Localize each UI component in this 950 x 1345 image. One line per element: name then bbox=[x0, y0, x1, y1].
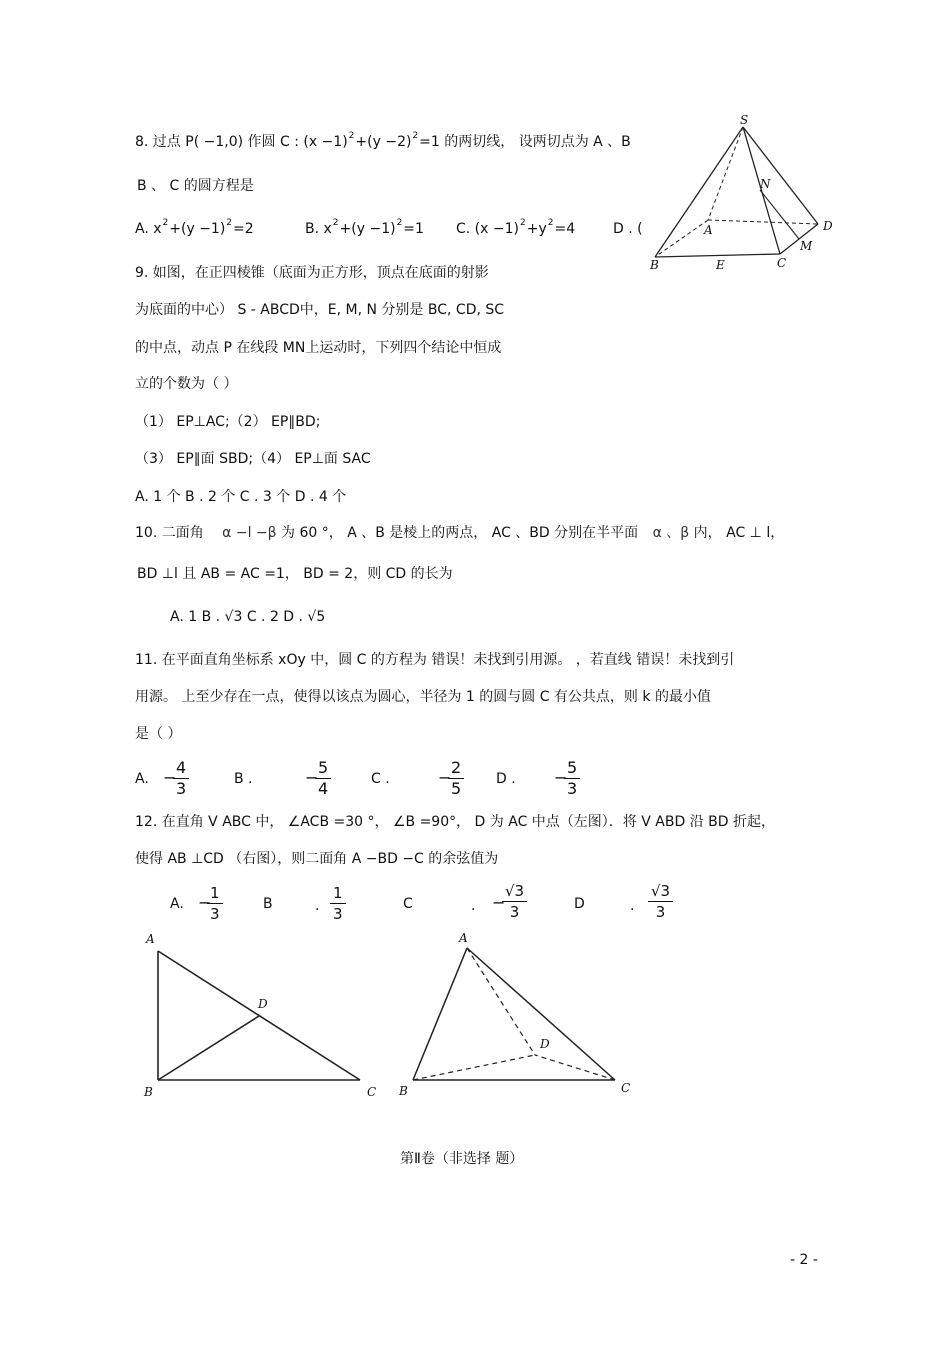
q12-option-d-label: D bbox=[574, 896, 585, 912]
edge-CD bbox=[535, 1055, 615, 1080]
q9-line4: 立的个数为（ ） bbox=[135, 376, 238, 392]
edge-AD bbox=[467, 948, 535, 1055]
q12-option-d-num: √3 bbox=[648, 881, 673, 902]
edge-AB bbox=[655, 220, 708, 257]
label-N: N bbox=[760, 177, 771, 191]
q11-option-c-fraction bbox=[448, 758, 464, 799]
q12-option-b-fraction bbox=[330, 883, 346, 924]
q10-options: A. 1 B . √3 C . 2 D . √5 bbox=[170, 609, 326, 625]
q11-option-a-label: A. bbox=[135, 771, 149, 787]
q9-line2: 为底面的中心） S - ABCD中，E, M, N 分别是 BC, CD, SC bbox=[135, 302, 505, 318]
q8-option-b: B. $x^2+(y -1)^2=1$ bbox=[305, 218, 424, 237]
q11-option-d-label: D . bbox=[496, 771, 516, 787]
q11-option-c-den: 5 bbox=[451, 779, 462, 798]
q12-line2: 使得 AB ⊥CD （右图），则二面角 A −BD −C 的余弦值为 bbox=[135, 851, 499, 867]
q11-option-b-fraction bbox=[315, 758, 331, 799]
label-E: E bbox=[716, 258, 725, 272]
q11-option-c-num: 2 bbox=[448, 758, 464, 779]
q8-line1: 8. 过点 P( −1,0) 作圆 C : $(x -1)^2+(y -2)^2=1$ 的两切线， 设两切点为 A 、B bbox=[135, 131, 631, 150]
q10-line1: 10. 二面角 α −l −β 为 60 °， A 、B 是棱上的两点， AC 、BD 分别在半平面 α 、β 内， AC ⊥ l， bbox=[135, 525, 785, 541]
q8-option-a: A. $x^2+(y -1)^2=2$ bbox=[135, 218, 254, 237]
q11-option-b-num: 5 bbox=[315, 758, 331, 779]
q12-option-c-label: C bbox=[403, 896, 413, 912]
q11-option-d-fraction bbox=[564, 758, 580, 799]
label-S: S bbox=[740, 113, 749, 127]
label-M: M bbox=[800, 239, 813, 253]
q12-option-d-fraction bbox=[648, 881, 673, 922]
q11-option-b-label: B . bbox=[234, 771, 253, 787]
label-A: A bbox=[704, 223, 713, 237]
q11-line1: 11. 在平面直角坐标系 xOy 中，圆 C 的方程为 错误！未找到引用源。 ，若直线 错误！未找到引 bbox=[135, 652, 735, 668]
q12-option-c-dot: . bbox=[471, 898, 476, 914]
q11-line3: 是（ ） bbox=[135, 726, 182, 742]
q12-option-c-fraction bbox=[502, 881, 527, 922]
q12-option-c-num: √3 bbox=[502, 881, 527, 902]
q9-line5: （1） EP⊥AC;（2） EP∥BD; bbox=[135, 414, 321, 430]
q12-option-b-dot: . bbox=[315, 898, 320, 914]
q12-option-c-minus: − bbox=[492, 893, 506, 912]
q11-line2: 用源。 上至少存在一点，使得以该点为圆心，半径为 1 的圆与圆 C 有公共点，则 k 的最小值 bbox=[135, 689, 711, 705]
label-C: C bbox=[777, 256, 787, 270]
left-triangle-figure bbox=[140, 928, 390, 1103]
edge-AD bbox=[708, 220, 818, 224]
label-D: D bbox=[823, 219, 833, 233]
edge-SA bbox=[708, 127, 743, 220]
q11-option-b-minus: − bbox=[305, 768, 319, 787]
edge-AC bbox=[467, 948, 615, 1080]
q9-line3: 的中点，动点 P 在线段 MN上运动时，下列四个结论中恒成 bbox=[135, 340, 502, 356]
q12-option-d-den: 3 bbox=[655, 903, 666, 921]
segment-MN bbox=[760, 190, 799, 239]
label-C: C bbox=[621, 1081, 631, 1095]
q12-option-c-den: 3 bbox=[509, 903, 520, 921]
q10-line2: BD ⊥l 且 AB = AC =1， BD = 2，则 CD 的长为 bbox=[137, 566, 453, 582]
page-number: - 2 - bbox=[790, 1252, 818, 1268]
q8-option-d: D . ( bbox=[613, 221, 643, 237]
label-B: B bbox=[650, 258, 659, 272]
q12-option-a-den: 3 bbox=[210, 905, 220, 923]
q12-option-d-dot: . bbox=[630, 898, 635, 914]
label-D: D bbox=[258, 997, 268, 1011]
q12-line1: 12. 在直角 V ABC 中， ∠ACB =30 °， ∠B =90°， D 为 AC 中点（左图）．将 V ABD 沿 BD 折起， bbox=[135, 814, 775, 830]
label-B: B bbox=[399, 1084, 408, 1098]
edge-SB bbox=[655, 127, 743, 257]
q11-option-a-minus: − bbox=[163, 768, 177, 787]
q11-option-d-den: 3 bbox=[567, 779, 578, 798]
q12-option-a-num: 1 bbox=[207, 883, 223, 904]
label-D: D bbox=[540, 1037, 550, 1051]
q11-option-d-num: 5 bbox=[564, 758, 580, 779]
q8-line2: B 、 C 的圆方程是 bbox=[137, 178, 254, 194]
q11-option-d-minus: − bbox=[554, 768, 568, 787]
q9-line1: 9. 如图，在正四棱锥（底面为正方形，顶点在底面的射影 bbox=[135, 265, 489, 281]
q9-line6: （3） EP∥面 SBD;（4） EP⊥面 SAC bbox=[135, 451, 371, 467]
q8-option-c: C. $(x -1)^2+y^2=4$ bbox=[456, 218, 576, 237]
q11-option-a-num: 4 bbox=[173, 758, 189, 779]
q11-option-c-minus: − bbox=[438, 768, 452, 787]
q12-option-a-fraction bbox=[207, 883, 223, 924]
q11-option-c-label: C . bbox=[371, 771, 390, 787]
q11-option-b-den: 4 bbox=[318, 779, 329, 798]
section-title: 第Ⅱ卷（非选择 题） bbox=[400, 1151, 524, 1167]
label-A: A bbox=[459, 931, 468, 945]
pyramid-figure bbox=[640, 112, 850, 277]
q11-option-a-fraction bbox=[173, 758, 189, 799]
label-C: C bbox=[367, 1085, 377, 1099]
q12-option-a-minus: − bbox=[198, 893, 212, 912]
q12-option-b-label: B bbox=[263, 896, 273, 912]
segment-BD bbox=[158, 1016, 259, 1080]
edge-SD bbox=[743, 127, 818, 224]
label-B: B bbox=[144, 1085, 153, 1099]
edge-AB bbox=[413, 948, 467, 1080]
edge-BD bbox=[413, 1055, 535, 1080]
q12-option-a-label: A. bbox=[170, 896, 184, 912]
edge-BC bbox=[655, 254, 780, 257]
q12-option-b-num: 1 bbox=[330, 883, 346, 904]
label-A: A bbox=[146, 932, 155, 946]
q9-options: A. 1 个 B . 2 个 C . 3 个 D . 4 个 bbox=[135, 489, 347, 505]
q12-option-b-den: 3 bbox=[333, 905, 343, 923]
right-tetrahedron-figure bbox=[395, 928, 640, 1103]
q11-option-a-den: 3 bbox=[176, 779, 187, 798]
